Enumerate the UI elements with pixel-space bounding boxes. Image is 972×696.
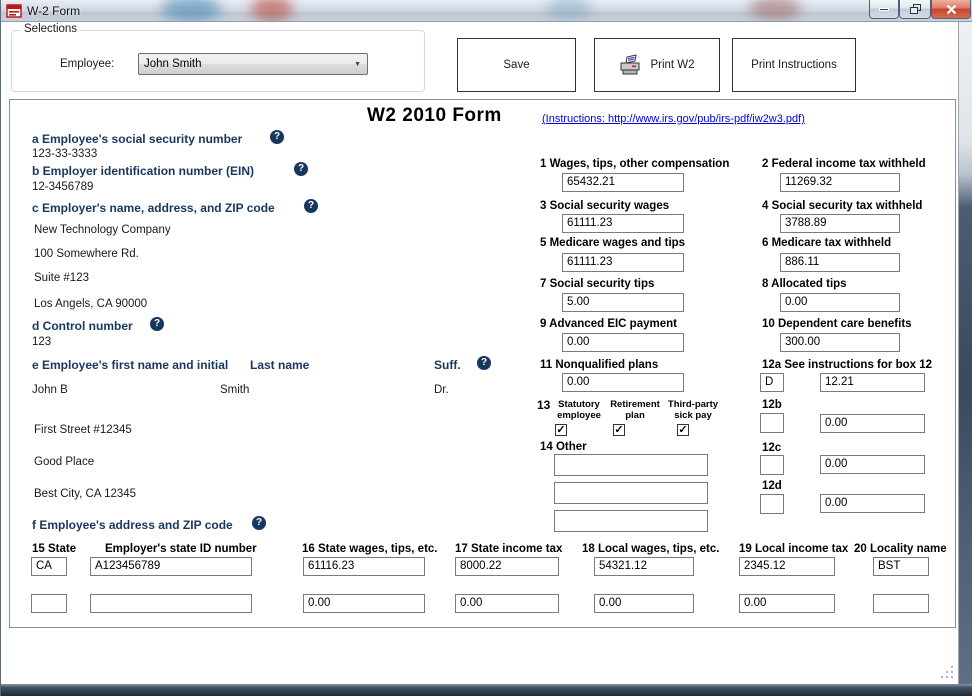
box2-input[interactable]: 11269.32 (780, 173, 900, 192)
box13-cb2-line2: plan (625, 410, 645, 421)
box-c-label: c Employer's name, address, and ZIP code (32, 201, 275, 215)
glass-blob (251, 0, 293, 22)
box12d-value-input[interactable]: 0.00 (820, 494, 925, 513)
employee-dropdown-value: John Smith (144, 58, 202, 70)
box1-label: 1 Wages, tips, other compensation (540, 158, 730, 170)
box18-label: 18 Local wages, tips, etc. (582, 543, 720, 555)
first-name-value: John B (32, 384, 68, 396)
print-w2-button-label: Print W2 (650, 59, 695, 71)
box-d-label: d Control number (32, 319, 133, 333)
help-icon-a[interactable]: ? (270, 130, 284, 144)
box8-label: 8 Allocated tips (762, 278, 847, 290)
box7-label: 7 Social security tips (540, 278, 655, 290)
save-button-label: Save (503, 59, 530, 71)
box13-cb3-line1: Third-party (667, 399, 719, 410)
box14-input-1[interactable] (554, 454, 708, 476)
minimize-button[interactable] (869, 0, 899, 19)
box12c-label: 12c (762, 442, 782, 454)
box18-input-row1[interactable]: 54321.12 (594, 557, 694, 576)
app-icon (6, 3, 22, 19)
title-bar (1, 0, 972, 22)
box13-label: 13 (537, 398, 551, 412)
box2-label: 2 Federal income tax withheld (762, 158, 926, 170)
restore-button[interactable] (899, 0, 931, 19)
box16-input-row2[interactable]: 0.00 (303, 594, 425, 613)
help-icon-f[interactable]: ? (252, 516, 266, 530)
box7-input[interactable]: 5.00 (562, 293, 684, 312)
instructions-link[interactable]: (Instructions: http://www.irs.gov/pub/irs-pdf/iw2w3.pdf) (542, 113, 805, 125)
restore-icon (910, 4, 921, 14)
retirement-plan-checkbox[interactable]: ✓ (614, 424, 624, 436)
box5-label: 5 Medicare wages and tips (540, 237, 686, 249)
close-icon (946, 4, 957, 15)
box13-cb3-label (662, 399, 724, 421)
box14-input-2[interactable] (554, 482, 708, 504)
box10-input[interactable]: 300.00 (780, 333, 900, 352)
employer-addr1: 100 Somewhere Rd. (34, 248, 139, 260)
box-f-label: f Employee's address and ZIP code (32, 518, 233, 532)
box12d-code-input[interactable] (760, 494, 784, 514)
box8-input[interactable]: 0.00 (780, 293, 900, 312)
box13-cb1-line1: Statutory (558, 399, 600, 410)
box4-input[interactable]: 3788.89 (780, 214, 900, 233)
box1-input[interactable]: 65432.21 (562, 173, 684, 192)
box13-cb1-label (552, 399, 606, 421)
w2-form-panel (9, 99, 956, 628)
window-title: W-2 Form (27, 4, 81, 18)
box12b-label: 12b (762, 399, 782, 411)
box20-label: 20 Locality name (854, 543, 947, 555)
state-id-label: Employer's state ID number (105, 543, 257, 555)
box12b-value-input[interactable]: 0.00 (820, 414, 925, 433)
resize-grip[interactable] (941, 666, 955, 680)
help-icon-b[interactable]: ? (294, 162, 308, 176)
state-id-input-row2[interactable] (90, 594, 252, 613)
box11-label: 11 Nonqualified plans (540, 359, 659, 371)
print-w2-button[interactable] (594, 38, 720, 92)
box12a-value-input[interactable]: 12.21 (820, 373, 925, 392)
employee-label: Employee: (60, 58, 115, 70)
box14-label: 14 Other (540, 441, 587, 453)
employee-addr2: Good Place (34, 456, 95, 468)
box12a-code-input[interactable]: D (760, 373, 784, 392)
ein-value: 12-3456789 (32, 181, 94, 193)
box10-label: 10 Dependent care benefits (762, 318, 912, 330)
glass-blob (546, 0, 592, 20)
selections-legend: Selections (20, 23, 81, 35)
employee-addr3: Best City, CA 12345 (34, 488, 137, 500)
box20-input-row1[interactable]: BST (873, 557, 929, 576)
employer-addr2: Suite #123 (34, 272, 89, 284)
box12b-code-input[interactable] (760, 413, 784, 433)
box13-cb3-line2: sick pay (674, 410, 712, 421)
state-id-input-row1[interactable]: A123456789 (90, 557, 252, 576)
print-instructions-button-label: Print Instructions (751, 59, 837, 71)
third-party-sick-pay-checkbox[interactable]: ✓ (678, 424, 688, 436)
chevron-down-icon: ▼ (354, 61, 361, 68)
state-input-row1[interactable]: CA (31, 557, 67, 576)
box17-input-row2[interactable]: 0.00 (455, 594, 559, 613)
box17-input-row1[interactable]: 8000.22 (455, 557, 559, 576)
box14-input-3[interactable] (554, 510, 708, 532)
minimize-icon (879, 8, 889, 11)
selections-group (11, 23, 425, 92)
box13-cb1-line2: employee (557, 410, 601, 421)
suffix-label: Suff. (434, 358, 461, 372)
window-right-glass-border (958, 22, 972, 684)
box15-label: 15 State (32, 543, 77, 555)
help-icon-d[interactable]: ? (150, 317, 164, 331)
box13-cb2-label (608, 399, 662, 421)
box12d-label: 12d (762, 480, 782, 492)
box18-input-row2[interactable]: 0.00 (594, 594, 694, 613)
box12c-code-input[interactable] (760, 455, 784, 475)
statutory-employee-checkbox[interactable]: ✓ (556, 424, 566, 436)
box9-label: 9 Advanced EIC payment (540, 318, 677, 330)
box-e-label: e Employee's first name and initial (32, 358, 229, 372)
state-input-row2[interactable] (31, 594, 67, 613)
box20-input-row2[interactable] (873, 594, 929, 613)
save-button[interactable] (457, 38, 576, 92)
employee-dropdown[interactable] (138, 53, 368, 75)
employer-name: New Technology Company (34, 224, 171, 236)
taskbar-edge (1, 684, 972, 696)
box17-label: 17 State income tax (455, 543, 563, 555)
help-icon-suffix[interactable]: ? (477, 356, 491, 370)
box19-input-row1[interactable]: 2345.12 (739, 557, 835, 576)
box5-input[interactable]: 61111.23 (562, 253, 684, 272)
box-b-label: b Employer identification number (EIN) (32, 164, 255, 178)
box16-input-row1[interactable]: 61116.23 (303, 557, 425, 576)
last-name-label: Last name (250, 358, 310, 372)
box11-input[interactable]: 0.00 (562, 373, 684, 392)
box3-input[interactable]: 61111.23 (562, 214, 684, 233)
glass-blob (161, 0, 221, 22)
box-a-label: a Employee's social security number (32, 132, 243, 146)
box12a-label: 12a See instructions for box 12 (762, 359, 933, 371)
close-button[interactable] (931, 0, 971, 19)
help-icon-c[interactable]: ? (304, 199, 318, 213)
box19-input-row2[interactable]: 0.00 (739, 594, 835, 613)
box19-label: 19 Local income tax (739, 543, 849, 555)
box3-label: 3 Social security wages (540, 200, 670, 212)
glass-blob (749, 0, 801, 20)
ssn-value: 123-33-3333 (32, 148, 98, 160)
box12c-value-input[interactable]: 0.00 (820, 455, 925, 474)
print-instructions-button[interactable] (732, 38, 856, 92)
box16-label: 16 State wages, tips, etc. (302, 543, 438, 555)
box13-cb2-line1: Retirement (610, 399, 660, 410)
employee-addr1: First Street #12345 (34, 424, 132, 436)
control-number-value: 123 (32, 336, 52, 348)
box4-label: 4 Social security tax withheld (762, 200, 923, 212)
suffix-value: Dr. (434, 384, 449, 396)
box6-input[interactable]: 886.11 (780, 253, 900, 272)
box9-input[interactable]: 0.00 (562, 333, 684, 352)
box6-label: 6 Medicare tax withheld (762, 237, 892, 249)
employer-addr3: Los Angels, CA 90000 (34, 298, 148, 310)
printer-icon (619, 54, 643, 76)
last-name-value: Smith (220, 384, 250, 396)
form-title: W2 2010 Form (367, 105, 502, 126)
